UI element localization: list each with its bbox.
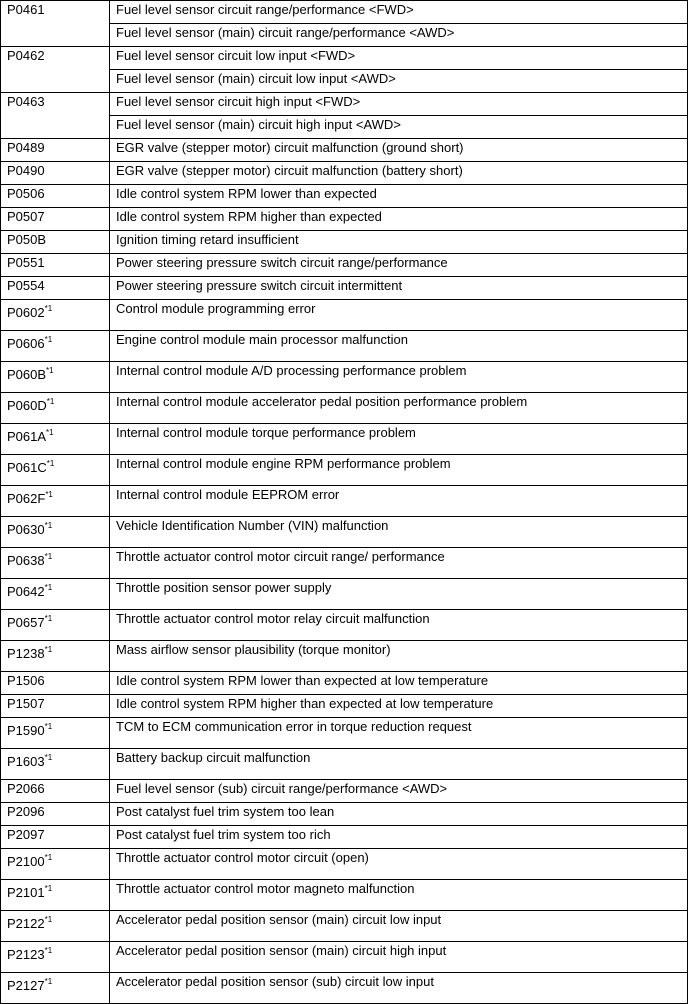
- dtc-description: EGR valve (stepper motor) circuit malfunction (battery short): [110, 162, 688, 185]
- footnote-marker: *1: [44, 520, 53, 530]
- footnote-marker: *1: [46, 365, 54, 375]
- dtc-code: P1506: [7, 673, 45, 688]
- dtc-description: Vehicle Identification Number (VIN) malfunction: [110, 517, 688, 548]
- dtc-description: Throttle actuator control motor relay circuit malfunction: [110, 610, 688, 641]
- dtc-description: Accelerator pedal position sensor (main) circuit high input: [110, 942, 688, 973]
- dtc-description: Internal control module engine RPM performance problem: [110, 455, 688, 486]
- dtc-code-cell: [1, 911, 110, 942]
- dtc-code: P2066: [7, 781, 45, 796]
- dtc-code-cell: [1, 455, 110, 486]
- table-row: [1, 718, 688, 749]
- dtc-table-body: [1, 1, 688, 1004]
- dtc-code-cell: [1, 162, 110, 185]
- dtc-description: Power steering pressure switch circuit intermittent: [110, 277, 688, 300]
- table-row: [1, 139, 688, 162]
- table-row: [1, 47, 688, 70]
- dtc-code-cell: [1, 93, 110, 139]
- footnote-marker: *1: [44, 945, 53, 955]
- dtc-code: P2100: [7, 854, 45, 869]
- dtc-description: Fuel level sensor circuit low input <FWD>: [110, 47, 688, 70]
- dtc-code: P0506: [7, 186, 45, 201]
- dtc-code: P0461: [7, 2, 45, 17]
- dtc-code-cell: [1, 254, 110, 277]
- dtc-code-cell: [1, 880, 110, 911]
- footnote-marker: *1: [46, 458, 55, 468]
- table-row: [1, 185, 688, 208]
- table-row: [1, 208, 688, 231]
- footnote-marker: *1: [44, 883, 53, 893]
- dtc-code: P2122: [7, 916, 45, 931]
- dtc-description: Idle control system RPM lower than expected at low temperature: [110, 672, 688, 695]
- dtc-code-cell: [1, 548, 110, 579]
- dtc-code: P2097: [7, 827, 45, 842]
- dtc-description: Internal control module torque performance problem: [110, 424, 688, 455]
- table-row: [1, 277, 688, 300]
- dtc-code: P060B: [7, 367, 47, 382]
- dtc-code: P0630: [7, 522, 45, 537]
- dtc-description: Post catalyst fuel trim system too lean: [110, 803, 688, 826]
- dtc-description: Fuel level sensor circuit high input <FWD>: [110, 93, 688, 116]
- dtc-code-cell: [1, 362, 110, 393]
- table-row: [1, 803, 688, 826]
- dtc-code: P0638: [7, 553, 45, 568]
- table-row: [1, 672, 688, 695]
- table-row: [1, 424, 688, 455]
- dtc-code-cell: [1, 331, 110, 362]
- dtc-code-cell: [1, 517, 110, 548]
- dtc-code: P2123: [7, 947, 45, 962]
- dtc-code: P0602: [7, 305, 45, 320]
- dtc-code-cell: [1, 849, 110, 880]
- table-row: [1, 331, 688, 362]
- dtc-code: P060D: [7, 398, 47, 413]
- table-row: [1, 780, 688, 803]
- dtc-code-cell: [1, 718, 110, 749]
- dtc-description: Mass airflow sensor plausibility (torque monitor): [110, 641, 688, 672]
- dtc-code: P1603: [7, 754, 45, 769]
- dtc-code-cell: [1, 139, 110, 162]
- dtc-description: Fuel level sensor (sub) circuit range/performance <AWD>: [110, 780, 688, 803]
- table-row: [1, 641, 688, 672]
- table-row: [1, 749, 688, 780]
- dtc-description: Post catalyst fuel trim system too rich: [110, 826, 688, 849]
- dtc-code-cell: [1, 47, 110, 93]
- dtc-code-cell: [1, 641, 110, 672]
- dtc-description: EGR valve (stepper motor) circuit malfunction (ground short): [110, 139, 688, 162]
- dtc-code: P2127: [7, 978, 45, 993]
- dtc-code: P061C: [7, 460, 47, 475]
- dtc-code: P2101: [7, 885, 45, 900]
- dtc-code: P0642: [7, 584, 45, 599]
- footnote-marker: *1: [44, 852, 53, 862]
- table-row: [1, 610, 688, 641]
- dtc-code: P0490: [7, 163, 45, 178]
- dtc-description: Throttle actuator control motor circuit (open): [110, 849, 688, 880]
- table-row: [1, 455, 688, 486]
- dtc-description: Accelerator pedal position sensor (main) circuit low input: [110, 911, 688, 942]
- dtc-code: P1590: [7, 723, 45, 738]
- dtc-code: P0606: [7, 336, 45, 351]
- footnote-marker: *1: [44, 334, 53, 344]
- dtc-description: Internal control module EEPROM error: [110, 486, 688, 517]
- dtc-code-cell: [1, 942, 110, 973]
- dtc-code: P0463: [7, 94, 45, 109]
- dtc-description: Throttle actuator control motor magneto malfunction: [110, 880, 688, 911]
- footnote-marker: *1: [45, 489, 53, 499]
- dtc-code-cell: [1, 826, 110, 849]
- dtc-description: Battery backup circuit malfunction: [110, 749, 688, 780]
- dtc-code-cell: [1, 672, 110, 695]
- dtc-description: Accelerator pedal position sensor (sub) circuit low input: [110, 973, 688, 1004]
- dtc-description: Throttle actuator control motor circuit range/ performance: [110, 548, 688, 579]
- dtc-description: Engine control module main processor malfunction: [110, 331, 688, 362]
- footnote-marker: *1: [46, 396, 55, 406]
- footnote-marker: *1: [44, 303, 53, 313]
- table-row: [1, 254, 688, 277]
- table-row: [1, 695, 688, 718]
- dtc-description: Fuel level sensor (main) circuit high input <AWD>: [110, 116, 688, 139]
- dtc-description: Fuel level sensor (main) circuit range/performance <AWD>: [110, 24, 688, 47]
- table-row: [1, 826, 688, 849]
- table-row: [1, 942, 688, 973]
- table-row: [1, 393, 688, 424]
- table-row: [1, 362, 688, 393]
- footnote-marker: *1: [46, 427, 54, 437]
- table-row: [1, 162, 688, 185]
- table-row: [1, 1, 688, 24]
- dtc-description: Throttle position sensor power supply: [110, 579, 688, 610]
- dtc-description: Internal control module A/D processing performance problem: [110, 362, 688, 393]
- dtc-code-cell: [1, 393, 110, 424]
- dtc-code: P1238: [7, 646, 45, 661]
- dtc-code: P062F: [7, 491, 46, 506]
- footnote-marker: *1: [44, 914, 53, 924]
- dtc-description: Fuel level sensor (main) circuit low input <AWD>: [110, 70, 688, 93]
- table-row: [1, 231, 688, 254]
- dtc-code-cell: [1, 610, 110, 641]
- dtc-description: Internal control module accelerator pedal position performance problem: [110, 393, 688, 424]
- table-row: [1, 517, 688, 548]
- dtc-code-cell: [1, 1, 110, 47]
- dtc-description: Ignition timing retard insufficient: [110, 231, 688, 254]
- table-row: [1, 973, 688, 1004]
- footnote-marker: *1: [44, 721, 53, 731]
- dtc-description: Power steering pressure switch circuit range/performance: [110, 254, 688, 277]
- footnote-marker: *1: [44, 551, 53, 561]
- dtc-code: P050B: [7, 232, 47, 247]
- footnote-marker: *1: [44, 582, 53, 592]
- dtc-description: Control module programming error: [110, 300, 688, 331]
- table-row: [1, 548, 688, 579]
- dtc-code-cell: [1, 749, 110, 780]
- dtc-code: P0554: [7, 278, 45, 293]
- dtc-code: P0507: [7, 209, 45, 224]
- dtc-code: P061A: [7, 429, 47, 444]
- footnote-marker: *1: [44, 613, 53, 623]
- dtc-description: Fuel level sensor circuit range/performance <FWD>: [110, 1, 688, 24]
- dtc-description: Idle control system RPM higher than expected at low temperature: [110, 695, 688, 718]
- dtc-code-cell: [1, 803, 110, 826]
- dtc-code-cell: [1, 579, 110, 610]
- table-row: [1, 849, 688, 880]
- table-row: [1, 880, 688, 911]
- dtc-code-cell: [1, 486, 110, 517]
- dtc-code-cell: [1, 185, 110, 208]
- dtc-description: Idle control system RPM higher than expected: [110, 208, 688, 231]
- footnote-marker: *1: [44, 976, 53, 986]
- dtc-code: P0462: [7, 48, 45, 63]
- dtc-code-cell: [1, 300, 110, 331]
- dtc-code: P1507: [7, 696, 45, 711]
- footnote-marker: *1: [44, 752, 53, 762]
- dtc-code-cell: [1, 973, 110, 1004]
- table-row: [1, 911, 688, 942]
- dtc-code-cell: [1, 277, 110, 300]
- table-row: [1, 93, 688, 116]
- dtc-description: TCM to ECM communication error in torque reduction request: [110, 718, 688, 749]
- footnote-marker: *1: [44, 644, 53, 654]
- dtc-code-cell: [1, 208, 110, 231]
- dtc-code-cell: [1, 780, 110, 803]
- table-row: [1, 579, 688, 610]
- dtc-description: Idle control system RPM lower than expected: [110, 185, 688, 208]
- dtc-code-cell: [1, 695, 110, 718]
- dtc-code: P2096: [7, 804, 45, 819]
- dtc-code-cell: [1, 424, 110, 455]
- table-row: [1, 486, 688, 517]
- table-row: [1, 300, 688, 331]
- dtc-code: P0489: [7, 140, 45, 155]
- dtc-code: P0551: [7, 255, 45, 270]
- dtc-code-cell: [1, 231, 110, 254]
- dtc-code: P0657: [7, 615, 45, 630]
